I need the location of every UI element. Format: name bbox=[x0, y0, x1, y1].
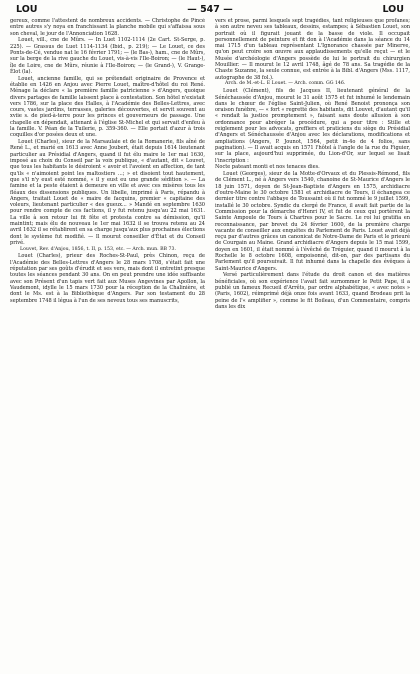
entry-paragraph: Louet (Georges), sieur de la Motte-d'Orvaux et du Plessis-Rémond, fils de Clément L., né à Angers vers 1540, chanoine de St-Maurice d'Angers le 18 juin 1571, doyen de St-Jean-Baptiste d'Angers en 1575, archidiacre d'outre-Maine le 30 octobre 1581 et archidiacre de Tours, il échangea ce dernier titre contre l'abbaye de Toussaint où il fut nommé le 9 juillet 1599, installé le 30 octobre. Syndic du clergé de France, il avait fait partie de la Commission pour la démarche d'Henri IV, et fut de ceux qui portèrent la Sainte Ampoule de Tours à Chartres pour le Sacre. Le roi lui gratifia en reconnaissance, par brevet du 24 février 1600, de la première charge vacante de conseiller aux enquêtes du Parlement de Paris. Louet avait déjà reçu par d'autres grâces un canonicat de Notre-Dame de Paris et le prieuré de Courgain au Maine. Grand archidiacre d'Angers depuis le 15 mai 1599, doyen en 1601, il était nommé à l'évêché de Tréguier, quand il mourut à la Rochelle le 8 octobre 1608, empoisonné, dit-on, par des partisans du Parlement qu'il poursuivait. Il fut inhumé dans la chapelle des évêques à Saint-Maurice d'Angers. bbox=[215, 171, 410, 272]
entry-paragraph: Louet (Charles), sieur de la Marsaulaie et de la Romanerie, fils aîné de René L., et marié en 1613 avec Anne Joubert, était depuis 1614 lieutenant particulier au Présidial d'Angers, quand il fut élu maire le 1er mai 1630, imposé au choix du Conseil par la voix publique, « d'autant, dit « Louvet, que tous les habitants le désiroient « avoir et l'avoient en affection, de tant qu'ils « n'aimoient point les maltostiers ...; » et disoient tout hautement, que s'il n'y eust esté nommé, « il y eust eu une grande sédition ». — La famine et la peste étaient à demeure en ville et avec ces misères tous les fléaux des dissensions publiques. Un libelle, imprimé à Paris, répandu à Angers, traitait Louet de « maire de facquins, premier « capitaine des voleurs, lieutenant particulier « des gueux... » Mandé en septembre 1630 pour rendre compte de ces factions, il y fut retenu jusqu'au 22 mai 1631. La ville à son retour lui fit fête et protesta contre sa démission, qu'il maintint; mais élu de nouveau le 1er mai 1632 il se trouva retenu au 24 avril 1632 il se rétablirent en sa charge jusqu'aux plus prochaines élections dont le système fut modifié. — Il mourut conseiller d'État et du Conseil privé. bbox=[10, 139, 205, 246]
left-column bbox=[10, 18, 205, 670]
entry-paragraph: Louet (Charles), prieur des Roches-St-Paul, près Chinon, reçu de l'Académie des Belles-Lettres d'Angers le 28 mars 1708, s'était fait une réputation par ses goûts d'érudit et ses vers, mais dont il entretint presque toutes les séances pendant 30 ans. On en peut prendre une idée suffisante avec son Présent d'un tapis vert fait aux Muses Angevines par Apollon, la Vaudemont, idylle le 15 mars 1730 pour la réception de la Chalinière, et dont le Ms. est à la Bibliothèque d'Angers. Par son testament du 28 septembre 1748 il légua à l'un de ses neveux tous ses manuscrits, bbox=[10, 253, 205, 304]
entry-paragraph: Louet, ancienne famille, qui se prétendait originaire de Provence et établie en 1426 en Anjou avec Pierre Louet, maître-d'hôtel du roi René. Ménage la déclare « la première famille patricienne » d'Angers, quoique divers partages de famille laissent place à contestation. Son hôtel n'existait vers 1786, sur la place des Halles, à l'Académie des Belles-Lettres, avec cours, vastes jardins, terrasses, galeries découvertes, et servit souvent au xviie s. de pied-à-terre pour les princes et gouverneurs de passage. Une chapelle en dépendait, attenant à l'église St-Michel et qui servait d'enfeu à la famille. V. Péan de la Tuilerie, p. 359-360. — Elle portait d'azur à trois coquilles d'or posées deux et une. bbox=[10, 75, 205, 139]
header-left-keyword: LOU bbox=[16, 4, 38, 15]
entry-paragraph: Louet, vill., cne de Mûrs. — In Luet 1102-1114 (2e Cart. St-Serge, p. 225). — Grassus de Luet 1114-1134 (Ibid., p. 219); — Le Louet, ce des Ponts-de-Cé, vendue nat le 16 février 1791; — (le Bas-), ham., cne de Mûrs, sur la berge de la rive gauche du Louet, vis-à-vis l'Ile-Boiron; — (le Haut-), île de Loire, cne de Mûrs, réunie à l'Ile-Boiron; — (le Grand-), V. Grange-Élot (la). bbox=[10, 37, 205, 75]
header-right-keyword: LOU bbox=[382, 4, 404, 15]
running-header bbox=[10, 4, 410, 18]
entry-paragraph: gereux, comme l'attestent de nombreux accidents. — Christophe de Pincé entre autres s'y noya en franchissant la planche mobile qui s'affaissa sous son cheval, le jour de l'Annonciation 1628. bbox=[10, 18, 205, 37]
entry-paragraph: Nocte pateant monti et nos tenaces dies. bbox=[215, 164, 320, 171]
entry-paragraph: Louet (Clément), fils de Jacques II, lieutenant général de la Sénéchaussée d'Anjou, mourut le 31 août 1575 et fut inhumé le lendemain dans le chœur de l'église Saint-Julien, où René Benoist prononça son oraison funèbre, — « fort « regretté des habitants, dit Louvet, d'autant qu'il « rendait la justice promptement », faisant sans doute allusion à son ordonnance pour abréger la procédure, qui a pour titre : Stille et reiglement pour les advocats, greffiers et praticiens du siège du Présidial d'Angers et Sénéchaussée d'Anjou avec les déclarations, modifications et ampliations (Angers, P. Jounot, 1564, petit in-4o de 4 folios, sans pagination). — Il avait acquis en 1571 l'hôtel à l'angle de la rue du Figuier, sur la place, aujourd'hui supprimée, du Lion-d'Or, sur lequel se lisait l'inscription : bbox=[215, 88, 410, 164]
text-columns bbox=[10, 18, 410, 670]
right-column bbox=[215, 18, 410, 670]
source-citation: Louvet, Rev. d'Anjou, 1856, t. II, p. 153, etc. — Arch. mun. BB 73. bbox=[20, 246, 176, 252]
source-citation: Arch. de M.-et-L. E Louet. — Arch. comm. GG 146. bbox=[225, 81, 346, 87]
entry-paragraph: Versé particulièrement dans l'étude du droit canon et des matières bénéficiales, où son expérience l'avait fait surnommer le Petit Pape, il a publié un fameux Recueil d'Arrêts, par ordre alphabétique, « avec notes » (Paris, 1602), réimprimé déjà onze fois avant 1633, quand Brodeau prit la peine de l'« amplifier », comme le fit Boileau, d'un Commentaire, compris dans les dix bbox=[215, 272, 410, 310]
page-number: — 547 — bbox=[187, 4, 233, 15]
entry-paragraph: vers et prose, parmi lesquels sept tragédies, tant religieuses que profanes; à son autre neveu ses tableaux, dessins, estampes; à Sébastien Louet, son portrait où il figurait jouant de la basse de viole. Il occupait personnellement de peinture et fit don à l'Académie dans la séance du 14 mai 1715 d'un tableau représentant L'Ignorance chassée par Minerve, qu'on peut croire son œuvre aux applaudissements qu'elle reçut — et le Musée d'archéologie d'Angers possède de lui le portrait du chirurgien Mouillier. — Il mourut le 12 avril 1748, âgé de 78 ans. Sa tragédie de la Chaste Suzanne, la seule connue, est entrée à la Bibl. d'Angers (Mss. 1117, autographe de 38 fol.). bbox=[215, 18, 410, 81]
